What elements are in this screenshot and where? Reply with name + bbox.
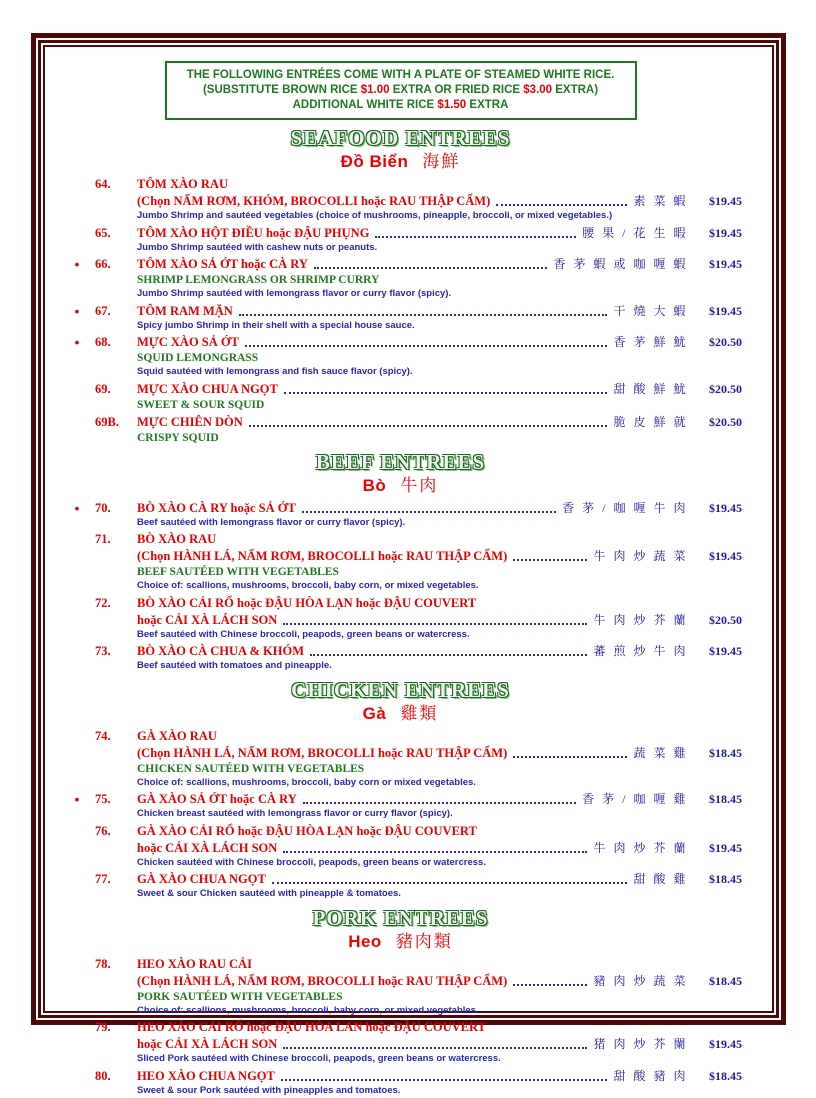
section-beef-entrees xyxy=(59,450,742,674)
section-title: BEEF ENTREES xyxy=(59,450,742,475)
item-number: 66. xyxy=(95,256,137,302)
bullet-placeholder xyxy=(59,414,95,446)
dish-price: $19.45 xyxy=(692,193,742,210)
dish-price: $19.45 xyxy=(692,256,742,273)
dotted-leader xyxy=(513,559,587,561)
dish-name-line xyxy=(137,728,742,745)
notice-text: EXTRA OR FRIED RICE xyxy=(390,84,524,96)
dish-name-vietnamese: BÒ XÀO CÀ CHUA & KHÓM xyxy=(137,643,304,660)
dish-name-line xyxy=(137,745,742,762)
bullet-placeholder xyxy=(59,823,95,871)
dish-price: $20.50 xyxy=(692,381,742,398)
menu-item xyxy=(59,643,742,674)
dotted-leader xyxy=(314,267,548,269)
dish-price: $20.50 xyxy=(692,414,742,431)
dish-name-line xyxy=(137,595,742,612)
menu-item xyxy=(59,531,742,594)
dish-name-line xyxy=(137,334,742,351)
item-number: 72. xyxy=(95,595,137,643)
dish-description: Jumbo Shrimp sautéed with cashew nuts or peanuts. xyxy=(137,242,742,255)
item-main xyxy=(137,956,742,1019)
section-subtitle-chinese: 豬肉類 xyxy=(396,932,453,951)
spicy-bullet-icon: • xyxy=(59,256,95,302)
item-number: 71. xyxy=(95,531,137,594)
item-number: 64. xyxy=(95,176,137,224)
bullet-placeholder xyxy=(59,728,95,791)
dish-name-vietnamese: BÒ XÀO RAU xyxy=(137,531,216,548)
dotted-leader xyxy=(281,1079,608,1081)
dotted-leader xyxy=(283,851,587,853)
dish-name-vietnamese: HEO XÀO CHUA NGỌT xyxy=(137,1068,275,1085)
dish-english-subtitle: CHICKEN SAUTÉED WITH VEGETABLES xyxy=(137,762,742,777)
dish-description: Sliced Pork sautéed with Chinese broccoli, peapods, green beans or watercress. xyxy=(137,1053,742,1066)
dish-description: Choice of: scallions, mushrooms, broccoli, baby corn, or mixed vegetables. xyxy=(137,1005,742,1018)
section-chicken-entrees xyxy=(59,678,742,902)
section-subtitle-vietnamese: Heo xyxy=(348,932,382,951)
dish-name-line xyxy=(137,871,742,888)
dish-description: Jumbo Shrimp and sautéed vegetables (choice of mushrooms, pineapple, broccoli, or mixed vegetables.) xyxy=(137,210,742,223)
bullet-placeholder xyxy=(59,225,95,256)
dish-name-chinese: 蔬 菜 雞 xyxy=(633,745,688,762)
decorative-border-inner xyxy=(43,45,774,1013)
menu-item xyxy=(59,500,742,531)
menu-item xyxy=(59,334,742,380)
section-subtitle-vietnamese: Đồ Biển xyxy=(341,152,409,171)
dotted-leader xyxy=(513,984,587,986)
dish-name-chinese: 香 茅 / 咖 喱 雞 xyxy=(582,791,688,808)
menu-item xyxy=(59,823,742,871)
section-pork-entrees xyxy=(59,906,742,1098)
bullet-placeholder xyxy=(59,176,95,224)
bullet-placeholder xyxy=(59,1068,95,1098)
dish-price: $19.45 xyxy=(692,500,742,517)
item-main xyxy=(137,1019,742,1067)
dish-name-vietnamese: TÔM XÀO RAU xyxy=(137,176,228,193)
menu-item xyxy=(59,414,742,446)
dotted-leader xyxy=(239,314,608,316)
item-number: 79. xyxy=(95,1019,137,1067)
dotted-leader xyxy=(303,802,576,804)
dish-english-subtitle: SHRIMP LEMONGRASS OR SHRIMP CURRY xyxy=(137,273,742,288)
section-subtitle-vietnamese: Gà xyxy=(363,704,387,723)
section-subtitle-vietnamese: Bò xyxy=(363,476,387,495)
dish-name-chinese: 牛 肉 炒 蔬 菜 xyxy=(593,548,688,565)
dish-name-line xyxy=(137,176,742,193)
dish-price: $18.45 xyxy=(692,745,742,762)
item-main xyxy=(137,225,742,256)
menu-item xyxy=(59,381,742,413)
decorative-border-outer xyxy=(31,33,786,1025)
dish-name-vietnamese: TÔM XÀO HỘT ĐIỀU hoặc ĐẬU PHỤNG xyxy=(137,225,369,242)
item-number: 69B. xyxy=(95,414,137,446)
dish-name-vietnamese: GÀ XÀO RAU xyxy=(137,728,217,745)
dish-name-vietnamese: (Chọn HÀNH LÁ, NẤM RƠM, BROCOLLI hoặc RAU THẬP CẨM) xyxy=(137,548,507,565)
dish-name-line xyxy=(137,612,742,629)
item-main xyxy=(137,1068,742,1098)
dish-name-vietnamese: hoặc CẢI XÀ LÁCH SON xyxy=(137,1036,277,1053)
notice-text: THE FOLLOWING ENTRÉES COME WITH A PLATE OF STEAMED WHITE RICE. xyxy=(187,69,615,81)
dotted-leader xyxy=(284,392,608,394)
dish-name-vietnamese: TÔM XÀO SẢ ỚT hoặc CÀ RY xyxy=(137,256,308,273)
dish-name-line xyxy=(137,823,742,840)
dish-price: $18.45 xyxy=(692,973,742,990)
dish-name-vietnamese: hoặc CẢI XÀ LÁCH SON xyxy=(137,612,277,629)
dish-name-line xyxy=(137,381,742,398)
dish-name-line xyxy=(137,643,742,660)
dish-description: Beef sautéed with Chinese broccoli, peapods, green beans or watercress. xyxy=(137,629,742,642)
item-number: 67. xyxy=(95,303,137,334)
dish-description: Chicken sautéed with Chinese broccoli, peapods, green beans or watercress. xyxy=(137,857,742,870)
dish-english-subtitle: BEEF SAUTÉED WITH VEGETABLES xyxy=(137,565,742,580)
dish-description: Beef sautéed with lemongrass flavor or curry flavor (spicy). xyxy=(137,517,742,530)
menu-sections xyxy=(59,126,742,1098)
dotted-leader xyxy=(310,654,587,656)
dish-name-chinese: 腰 果 / 花 生 暇 xyxy=(582,225,688,242)
dotted-leader xyxy=(249,425,608,427)
bullet-placeholder xyxy=(59,643,95,674)
item-main xyxy=(137,303,742,334)
item-main xyxy=(137,500,742,531)
dish-name-line xyxy=(137,303,742,320)
notice-price: $3.00 xyxy=(523,84,552,96)
spicy-bullet-icon: • xyxy=(59,791,95,822)
dish-name-vietnamese: MỰC CHIÊN DÒN xyxy=(137,414,243,431)
dish-description: Sweet & sour Pork sautéed with pineapples and tomatoes. xyxy=(137,1085,742,1098)
dish-name-line xyxy=(137,548,742,565)
dish-description: Choice of: scallions, mushrooms, broccoli, baby corn, or mixed vegetables. xyxy=(137,580,742,593)
item-number: 75. xyxy=(95,791,137,822)
dish-price: $18.45 xyxy=(692,1068,742,1085)
section-title: SEAFOOD ENTREES xyxy=(59,126,742,151)
dish-english-subtitle: SQUID LEMONGRASS xyxy=(137,351,742,366)
dish-price: $19.45 xyxy=(692,840,742,857)
dish-name-chinese: 牛 肉 炒 芥 蘭 xyxy=(593,612,688,629)
dish-description: Choice of: scallions, mushrooms, broccoli, baby corn or mixed vegetables. xyxy=(137,777,742,790)
dish-description: Jumbo Shrimp sautéed with lemongrass flavor or curry flavor (spicy). xyxy=(137,288,742,301)
dish-name-vietnamese: BÒ XÀO CẢI RỔ hoặc ĐẬU HÒA LẠN hoặc ĐẬU COUVERT xyxy=(137,595,476,612)
item-number: 80. xyxy=(95,1068,137,1098)
dotted-leader xyxy=(283,623,587,625)
item-main xyxy=(137,256,742,302)
dish-name-line xyxy=(137,840,742,857)
dish-name-chinese: 猪 肉 炒 芥 闌 xyxy=(593,1036,688,1053)
item-main xyxy=(137,595,742,643)
section-subtitle xyxy=(59,931,742,954)
bullet-placeholder xyxy=(59,595,95,643)
menu-item xyxy=(59,303,742,334)
menu-item xyxy=(59,791,742,822)
dish-name-vietnamese: GÀ XÀO CẢI RỔ hoặc ĐẬU HÒA LẠN hoặc ĐẬU COUVERT xyxy=(137,823,477,840)
dish-name-chinese: 甜 酸 鮮 魷 xyxy=(613,381,688,398)
item-number: 77. xyxy=(95,871,137,902)
section-seafood-entrees xyxy=(59,126,742,446)
bullet-placeholder xyxy=(59,1019,95,1067)
section-subtitle xyxy=(59,151,742,174)
dish-name-vietnamese: HEO XÀO CẢI RỔ hoặc ĐẬU HÒA LAN hoặc ĐẬU COUVERT xyxy=(137,1019,486,1036)
decorative-border-middle xyxy=(38,40,779,1018)
dish-name-vietnamese: (Chọn HÀNH LÁ, NẤM RƠM, BROCOLLI hoặc RAU THẬP CẨM) xyxy=(137,745,507,762)
item-main xyxy=(137,334,742,380)
dish-name-vietnamese: BÒ XÀO CÀ RY hoặc SẢ ỚT xyxy=(137,500,296,517)
bullet-placeholder xyxy=(59,871,95,902)
menu-item xyxy=(59,256,742,302)
bullet-placeholder xyxy=(59,956,95,1019)
item-number: 78. xyxy=(95,956,137,1019)
dish-price: $19.45 xyxy=(692,225,742,242)
dish-english-subtitle: SWEET & SOUR SQUID xyxy=(137,398,742,413)
notice-text: EXTRA) xyxy=(552,84,598,96)
dish-name-vietnamese: MỰC XÀO SẢ ỚT xyxy=(137,334,239,351)
section-subtitle xyxy=(59,475,742,498)
notice-price: $1.00 xyxy=(361,84,390,96)
dish-name-chinese: 脆 皮 鮮 就 xyxy=(613,414,688,431)
item-main xyxy=(137,531,742,594)
item-main xyxy=(137,791,742,822)
dish-price: $19.45 xyxy=(692,1036,742,1053)
item-number: 74. xyxy=(95,728,137,791)
item-main xyxy=(137,643,742,674)
dish-name-line xyxy=(137,1036,742,1053)
dish-name-vietnamese: MỰC XÀO CHUA NGỌT xyxy=(137,381,278,398)
item-number: 65. xyxy=(95,225,137,256)
dish-price: $18.45 xyxy=(692,871,742,888)
dish-english-subtitle: PORK SAUTÉED WITH VEGETABLES xyxy=(137,990,742,1005)
dish-name-line xyxy=(137,414,742,431)
dotted-leader xyxy=(496,204,627,206)
dish-name-vietnamese: HEO XÀO RAU CẢI xyxy=(137,956,252,973)
dish-name-vietnamese: TÔM RAM MẶN xyxy=(137,303,233,320)
dotted-leader xyxy=(245,345,608,347)
dish-price: $19.45 xyxy=(692,548,742,565)
dish-name-line xyxy=(137,956,742,973)
menu-item xyxy=(59,956,742,1019)
dish-name-chinese: 香 茅 / 咖 喱 牛 肉 xyxy=(562,500,688,517)
section-subtitle xyxy=(59,703,742,726)
notice-line-2 xyxy=(173,83,629,98)
item-main xyxy=(137,176,742,224)
spicy-bullet-icon: • xyxy=(59,500,95,531)
notice-line-3 xyxy=(173,98,629,113)
dish-description: Squid sautéed with lemongrass and fish sauce flavor (spicy). xyxy=(137,366,742,379)
dish-name-chinese: 干 燒 大 蝦 xyxy=(613,303,688,320)
section-subtitle-chinese: 牛肉 xyxy=(400,476,438,495)
item-number: 70. xyxy=(95,500,137,531)
dish-name-vietnamese: (Chọn HÀNH LÁ, NẤM RƠM, BROCOLLI hoặc RAU THẬP CẨM) xyxy=(137,973,507,990)
section-title: CHICKEN ENTREES xyxy=(59,678,742,703)
dish-name-line xyxy=(137,225,742,242)
dish-price: $20.50 xyxy=(692,334,742,351)
menu-item xyxy=(59,728,742,791)
dish-description: Spicy jumbo Shrimp in their shell with a special house sauce. xyxy=(137,320,742,333)
dish-description: Sweet & sour Chicken sautéed with pineapple & tomatoes. xyxy=(137,888,742,901)
dish-name-vietnamese: GÀ XÀO CHUA NGỌT xyxy=(137,871,266,888)
dish-price: $19.45 xyxy=(692,303,742,320)
dish-price: $20.50 xyxy=(692,612,742,629)
dotted-leader xyxy=(375,236,576,238)
dotted-leader xyxy=(272,882,628,884)
dish-name-chinese: 甜 酸 豬 肉 xyxy=(613,1068,688,1085)
item-main xyxy=(137,871,742,902)
dish-price: $18.45 xyxy=(692,791,742,808)
menu-item xyxy=(59,595,742,643)
notice-text: EXTRA xyxy=(466,99,508,111)
section-title: PORK ENTREES xyxy=(59,906,742,931)
spicy-bullet-icon: • xyxy=(59,303,95,334)
dish-name-line xyxy=(137,1019,742,1036)
dish-name-vietnamese: (Chọn NẤM RƠM, KHÓM, BROCOLLI hoặc RAU THẬP CẨM) xyxy=(137,193,490,210)
notice-text: (SUBSTITUTE BROWN RICE xyxy=(203,84,361,96)
section-subtitle-chinese: 雞類 xyxy=(400,704,438,723)
dish-price: $19.45 xyxy=(692,643,742,660)
dotted-leader xyxy=(302,511,556,513)
dotted-leader xyxy=(283,1047,587,1049)
dish-name-chinese: 牛 肉 炒 芥 蘭 xyxy=(593,840,688,857)
bullet-placeholder xyxy=(59,531,95,594)
item-number: 73. xyxy=(95,643,137,674)
spicy-bullet-icon: • xyxy=(59,334,95,380)
dish-name-chinese: 豬 肉 炒 蔬 菜 xyxy=(593,973,688,990)
dish-description: Beef sautéed with tomatoes and pineapple. xyxy=(137,660,742,673)
item-main xyxy=(137,728,742,791)
dish-name-line xyxy=(137,531,742,548)
bullet-placeholder xyxy=(59,381,95,413)
dish-name-chinese: 蕃 煎 炒 牛 肉 xyxy=(593,643,688,660)
dish-name-line xyxy=(137,791,742,808)
dish-name-line xyxy=(137,500,742,517)
section-subtitle-chinese: 海鮮 xyxy=(422,152,460,171)
dish-name-chinese: 甜 酸 雞 xyxy=(633,871,688,888)
item-main xyxy=(137,414,742,446)
dish-name-line xyxy=(137,256,742,273)
item-number: 76. xyxy=(95,823,137,871)
dish-name-line xyxy=(137,1068,742,1085)
notice-line-1 xyxy=(173,68,629,83)
dish-name-chinese: 香 茅 蝦 或 咖 喱 蝦 xyxy=(553,256,688,273)
dish-name-chinese: 香 茅 鮮 魷 xyxy=(613,334,688,351)
item-number: 69. xyxy=(95,381,137,413)
notice-text: ADDITIONAL WHITE RICE xyxy=(293,99,438,111)
item-main xyxy=(137,823,742,871)
rice-notice-box xyxy=(165,61,637,120)
menu-item xyxy=(59,1068,742,1098)
dish-english-subtitle: CRISPY SQUID xyxy=(137,431,742,446)
dish-name-line xyxy=(137,973,742,990)
menu-item xyxy=(59,1019,742,1067)
dish-description: Chicken breast sautéed with lemongrass flavor or curry flavor (spicy). xyxy=(137,808,742,821)
dish-name-chinese: 素 菜 蝦 xyxy=(633,193,688,210)
notice-price: $1.50 xyxy=(437,99,466,111)
item-main xyxy=(137,381,742,413)
dish-name-vietnamese: hoặc CẢI XÀ LÁCH SON xyxy=(137,840,277,857)
dish-name-vietnamese: GÀ XÀO SẢ ỚT hoặc CÀ RY xyxy=(137,791,297,808)
item-number: 68. xyxy=(95,334,137,380)
menu-item xyxy=(59,176,742,224)
menu-item xyxy=(59,871,742,902)
menu-item xyxy=(59,225,742,256)
dotted-leader xyxy=(513,756,627,758)
dish-name-line xyxy=(137,193,742,210)
